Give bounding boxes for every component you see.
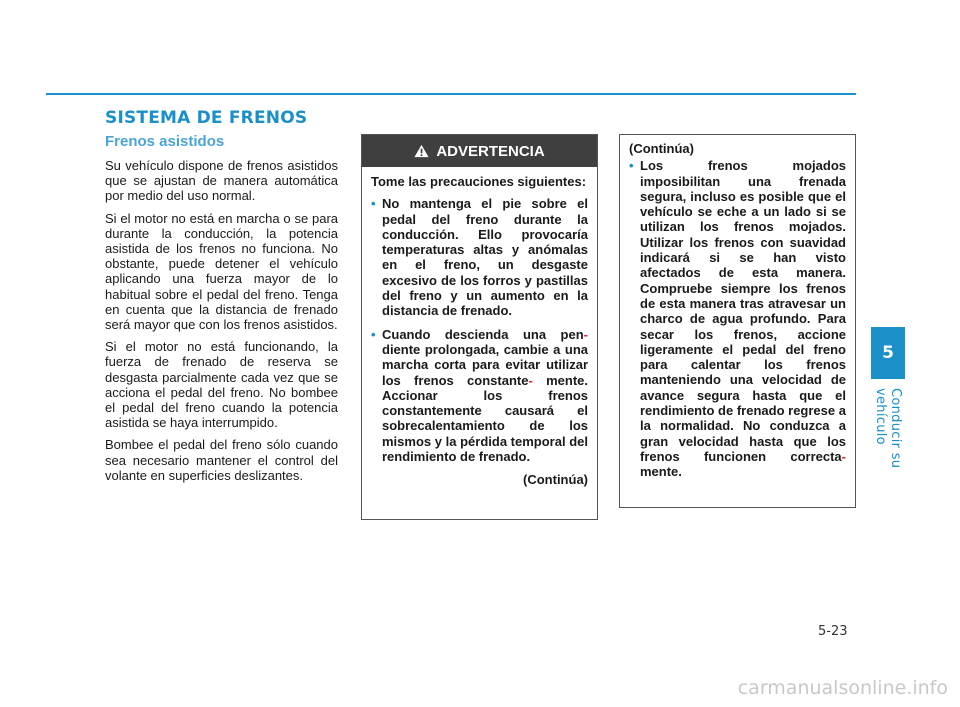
watermark: carmanualsonline.info (737, 677, 948, 699)
warning-item (371, 327, 588, 465)
paragraph: Bombee el pedal del freno sólo cuando sea necesario mantener el control del volante en superficies deslizantes. (105, 437, 338, 483)
warning-item (371, 196, 588, 318)
continued-label: (Continúa) (629, 141, 694, 156)
continued-item-text: mente. (640, 464, 682, 480)
chapter-tab: 5 (871, 327, 905, 379)
top-rule (46, 93, 856, 95)
hyphen: - (841, 448, 846, 464)
warning-item-text: Cuando descienda una pen (382, 326, 584, 342)
subheading: Frenos asistidos (105, 133, 225, 150)
warning-title: ADVERTENCIA (436, 142, 545, 160)
warning-list (371, 196, 588, 464)
continued-item-text: Los frenos mojados imposibilitan una frenada segura, incluso es posible que el vehículo se eche a un lado si se utilizan los frenos mojados. Utilizar los frenos con suavidad indicará si se han visto afectados de esta manera. Compruebe siempre los frenos de esta manera tras atravesar un charco de agua profundo. Para secar los frenos, accione ligeramente el pedal del freno para calentar los frenos manteniendo una velocidad de avance segura hasta que el rendimiento de frenado regrese a la normalidad. No conduzca a gran velocidad hasta que los frenos funcionen correcta (640, 158, 846, 464)
chapter-label: Conducir su vehículo (873, 388, 903, 469)
continued-list (629, 158, 846, 479)
page-number: 5-23 (818, 624, 848, 639)
warning-body (362, 167, 597, 488)
warning-item-text: mente. Accionar los frenos constantemente causará el sobrecalentamiento de los mismos y la pérdida temporal del rendimiento de frenado. (382, 372, 588, 465)
continued-item (629, 158, 846, 479)
warning-box (361, 134, 598, 520)
warning-item-text: No mantenga el pie sobre el pedal del freno durante la conducción. Ello provocaría temperaturas altas y anómalas en el freno, un desgaste excesivo de los forros y pastillas del freno y un aumento en la distancia de frenado. (382, 196, 588, 319)
warning-intro: Tome las precauciones siguientes: (371, 174, 587, 189)
warning-item-text: diente prolongada, cambie a una marcha corta para evitar utilizar los frenos constante (382, 341, 588, 388)
paragraph: Si el motor no está en marcha o se para durante la conducción, la potencia asistida de los frenos no funciona. No obstante, puede detener el vehículo aplicando una fuerza mayor de lo habitual sobre el pedal del freno. Tenga en cuenta que la distancia de frenado será mayor que con los frenos asistidos. (105, 210, 338, 333)
continued-body (620, 135, 855, 480)
left-column (105, 132, 338, 490)
hyphen: - (583, 326, 588, 342)
warning-header (362, 135, 597, 167)
continues-note: (Continúa) (523, 472, 588, 488)
warning-triangle-icon (414, 144, 429, 158)
paragraph: Su vehículo dispone de frenos asistidos que se ajustan de manera automática por medio del uso normal. (105, 158, 338, 204)
continued-box (619, 134, 856, 508)
paragraph: Si el motor no está funcionando, la fuerza de frenado de reserva se desgasta parcialmente cada vez que se acciona el pedal del freno. No bombee el pedal del freno cuando la potencia asistida se haya interrumpido. (105, 339, 338, 431)
section-title: SISTEMA DE FRENOS (105, 108, 308, 128)
hyphen: - (528, 372, 533, 388)
